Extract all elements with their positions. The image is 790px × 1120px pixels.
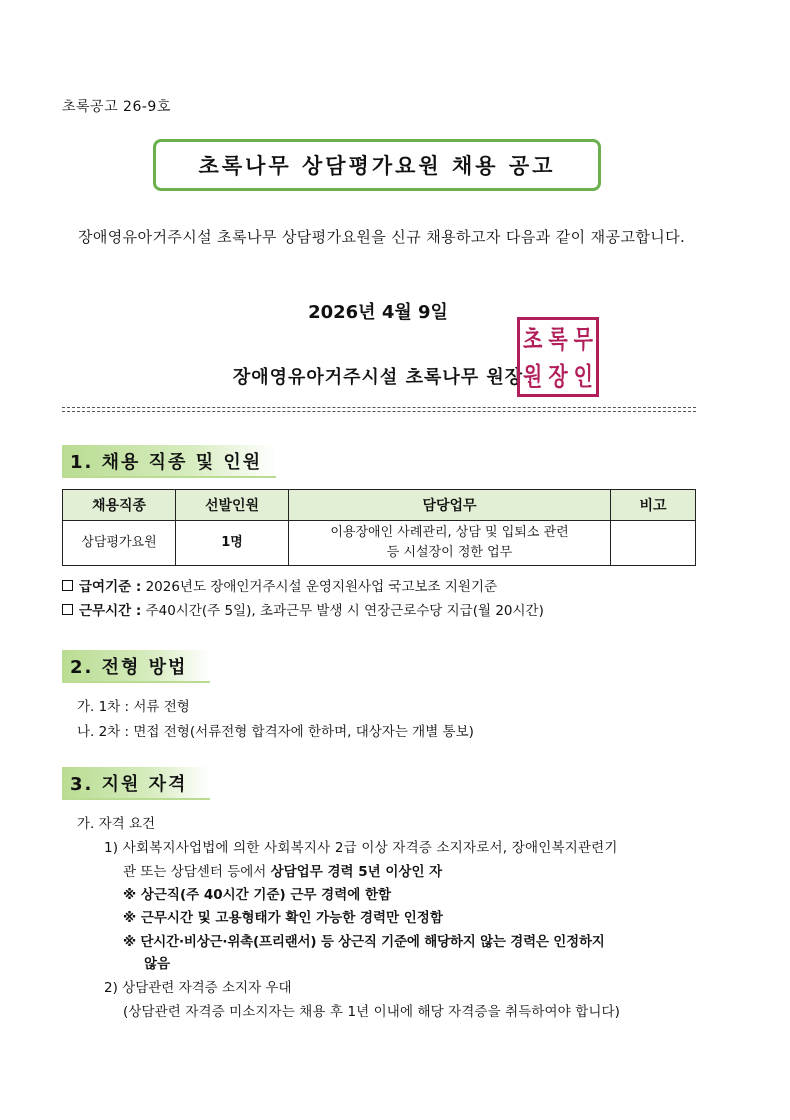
note-2: ※ 근무시간 및 고용형태가 확인 가능한 경력만 인정함 [123,910,443,926]
table-header: 채용직종 [63,490,176,521]
cell-count: 1명 [176,521,289,566]
table-header: 선발인원 [176,490,289,521]
table-header-row [63,490,696,521]
hours-label: 근무시간 : [79,603,142,619]
list-item: 나. 2차 : 면접 전형(서류전형 합격자에 한하며, 대상자는 개별 통보) [77,724,474,740]
table-header: 비고 [611,490,696,521]
list-item: 가. 1차 : 서류 전형 [77,699,190,715]
hours-text: 주40시간(주 5일), 초과근무 발생 시 연장근로수당 지급(월 20시간) [145,603,544,619]
official-seal: 초 록 무 원 장 인 [517,317,599,397]
duties-line: 이용장애인 사례관리, 상담 및 입퇴소 관련 [330,525,569,540]
item2-line1: 2) 상담관련 자격증 소지자 우대 [104,980,292,996]
note-3-line1: ※ 단시간·비상근·위촉(프리랜서) 등 상근직 기준에 해당하지 않는 경력은 인정하지 [123,934,605,950]
notice-date: 2026년 4월 9일 [308,302,448,323]
title-text: 초록나무 상담평가요원 채용 공고 [198,154,556,178]
item2-line2: (상담관련 자격증 미소지자는 채용 후 1년 이내에 해당 자격증을 취득하여야 합니다) [123,1004,620,1020]
intro-paragraph: 장애영유아거주시설 초록나무 상담평가요원을 신규 채용하고자 다음과 같이 재공고합니다. [78,228,686,246]
salary-line [62,575,497,595]
item1-line2 [123,860,442,880]
item1-line1: 1) 사회복지사업법에 의한 사회복지사 2급 이상 자격증 소지자로서, 장애인복지관련기 [104,840,618,856]
note-3-line2: 않음 [144,956,171,972]
item1-line2-plain: 관 또는 상담센터 등에서 [123,864,271,880]
salary-text: 2026년도 장애인거주시설 운영지원사업 국고보조 지원기준 [145,579,498,595]
table-row [63,521,696,566]
divider-line [62,407,696,408]
salary-label: 급여기준 : [79,579,142,595]
hours-line [62,599,544,619]
cell-duties [289,521,611,566]
section-heading-3: 3. 지원 자격 [62,767,210,800]
sub-heading: 가. 자격 요건 [77,816,156,832]
table-header: 담당업무 [289,490,611,521]
checkbox-square-icon [62,580,73,591]
job-table [62,489,696,566]
organization-signature: 장애영유아거주시설 초록나무 원장 [232,367,524,388]
divider-line [62,411,696,412]
checkbox-square-icon [62,604,73,615]
section-heading-2: 2. 전형 방법 [62,650,210,683]
notice-number: 초록공고 26-9호 [62,99,171,115]
cell-note [611,521,696,566]
item1-line2-bold: 상담업무 경력 5년 이상인 자 [270,864,443,880]
note-1: ※ 상근직(주 40시간 기준) 근무 경력에 한함 [123,887,392,903]
section-heading-1: 1. 채용 직종 및 인원 [62,445,276,478]
document-title [153,139,601,191]
cell-job: 상담평가요원 [63,521,176,566]
duties-line: 등 시설장이 정한 업무 [386,545,513,560]
